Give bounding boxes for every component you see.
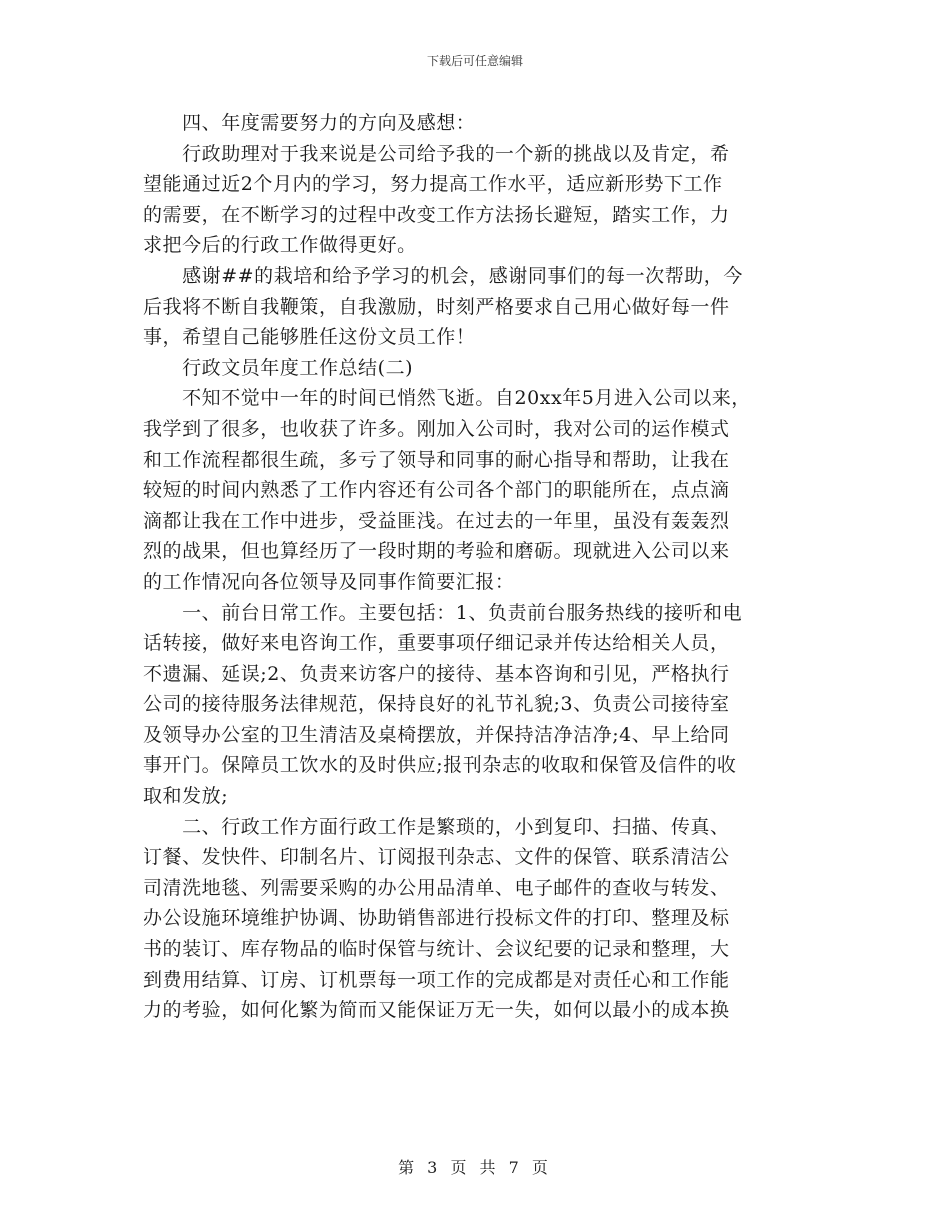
document-body — [143, 108, 809, 1026]
text-line: 和工作流程都很生疏，多亏了领导和同事的耐心指导和帮助，让我在 — [143, 448, 730, 471]
text-line: 事，希望自己能够胜任这份文员工作！ — [143, 326, 476, 349]
text-line: 望能通过近2个月内的学习，努力提高工作水平，适应新形势下工作 — [143, 173, 723, 196]
text-line: 的需要，在不断学习的过程中改变工作方法扬长避短，踏实工作，力 — [143, 203, 730, 226]
text-line: 二、行政工作方面行政工作是繁琐的，小到复印、扫描、传真、 — [143, 815, 730, 838]
text-line: 行政助理对于我来说是公司给予我的一个新的挑战以及肯定，希 — [143, 142, 730, 165]
text-line: 到费用结算、订房、订机票每一项工作的完成都是对责任心和工作能 — [143, 968, 730, 991]
text-line: 订餐、发快件、印制名片、订阅报刊杂志、文件的保管、联系清洁公 — [143, 846, 730, 869]
text-line: 办公设施环境维护协调、协助销售部进行投标文件的打印、整理及标 — [143, 907, 730, 930]
section-heading: 行政文员年度工作总结(二) — [143, 356, 414, 379]
text-line: 滴都让我在工作中进步，受益匪浅。在过去的一年里，虽没有轰轰烈 — [143, 509, 730, 532]
text-line: 取和发放; — [143, 785, 229, 808]
page-number-footer: 第 3 页 共 7 页 — [398, 1158, 552, 1177]
text-line: 一、前台日常工作。主要包括：1、负责前台服务热线的接听和电 — [143, 601, 743, 624]
page-header: 下载后可任意编辑 — [426, 54, 523, 68]
text-line: 的工作情况向各位领导及同事作简要汇报： — [143, 570, 515, 593]
text-line: 感谢##的栽培和给予学习的机会，感谢同事们的每一次帮助，今 — [143, 264, 743, 287]
text-line: 求把今后的行政工作做得更好。 — [143, 234, 417, 257]
text-line: 不知不觉中一年的时间已悄然飞逝。自20xx年5月进入公司以来， — [143, 387, 751, 410]
text-line: 不遗漏、延误;2、负责来访客户的接待、基本咨询和引见，严格执行 — [143, 662, 730, 685]
text-line: 后我将不断自我鞭策，自我激励，时刻严格要求自己用心做好每一件 — [143, 295, 730, 318]
text-line: 公司的接待服务法律规范，保持良好的礼节礼貌;3、负责公司接待室 — [143, 693, 730, 716]
text-line: 话转接，做好来电咨询工作，重要事项仔细记录并传达给相关人员， — [143, 632, 730, 655]
text-line: 司清洗地毯、列需要采购的办公用品清单、电子邮件的查收与转发、 — [143, 876, 730, 899]
text-line: 较短的时间内熟悉了工作内容还有公司各个部门的职能所在，点点滴 — [143, 479, 730, 502]
text-line: 及领导办公室的卫生清洁及桌椅摆放，并保持洁净洁净;4、早上给同 — [143, 723, 730, 746]
text-line: 四、年度需要努力的方向及感想： — [143, 112, 476, 134]
text-line: 书的装订、库存物品的临时保管与统计、会议纪要的记录和整理，大 — [143, 938, 730, 961]
text-line: 烈的战果，但也算经历了一段时期的考验和磨砺。现就进入公司以来 — [143, 540, 730, 563]
text-line: 力的考验，如何化繁为简而又能保证万无一失，如何以最小的成本换 — [143, 999, 730, 1022]
text-line: 事开门。保障员工饮水的及时供应;报刊杂志的收取和保管及信件的收 — [143, 754, 737, 777]
text-line: 我学到了很多，也收获了许多。刚加入公司时，我对公司的运作模式 — [143, 417, 730, 440]
